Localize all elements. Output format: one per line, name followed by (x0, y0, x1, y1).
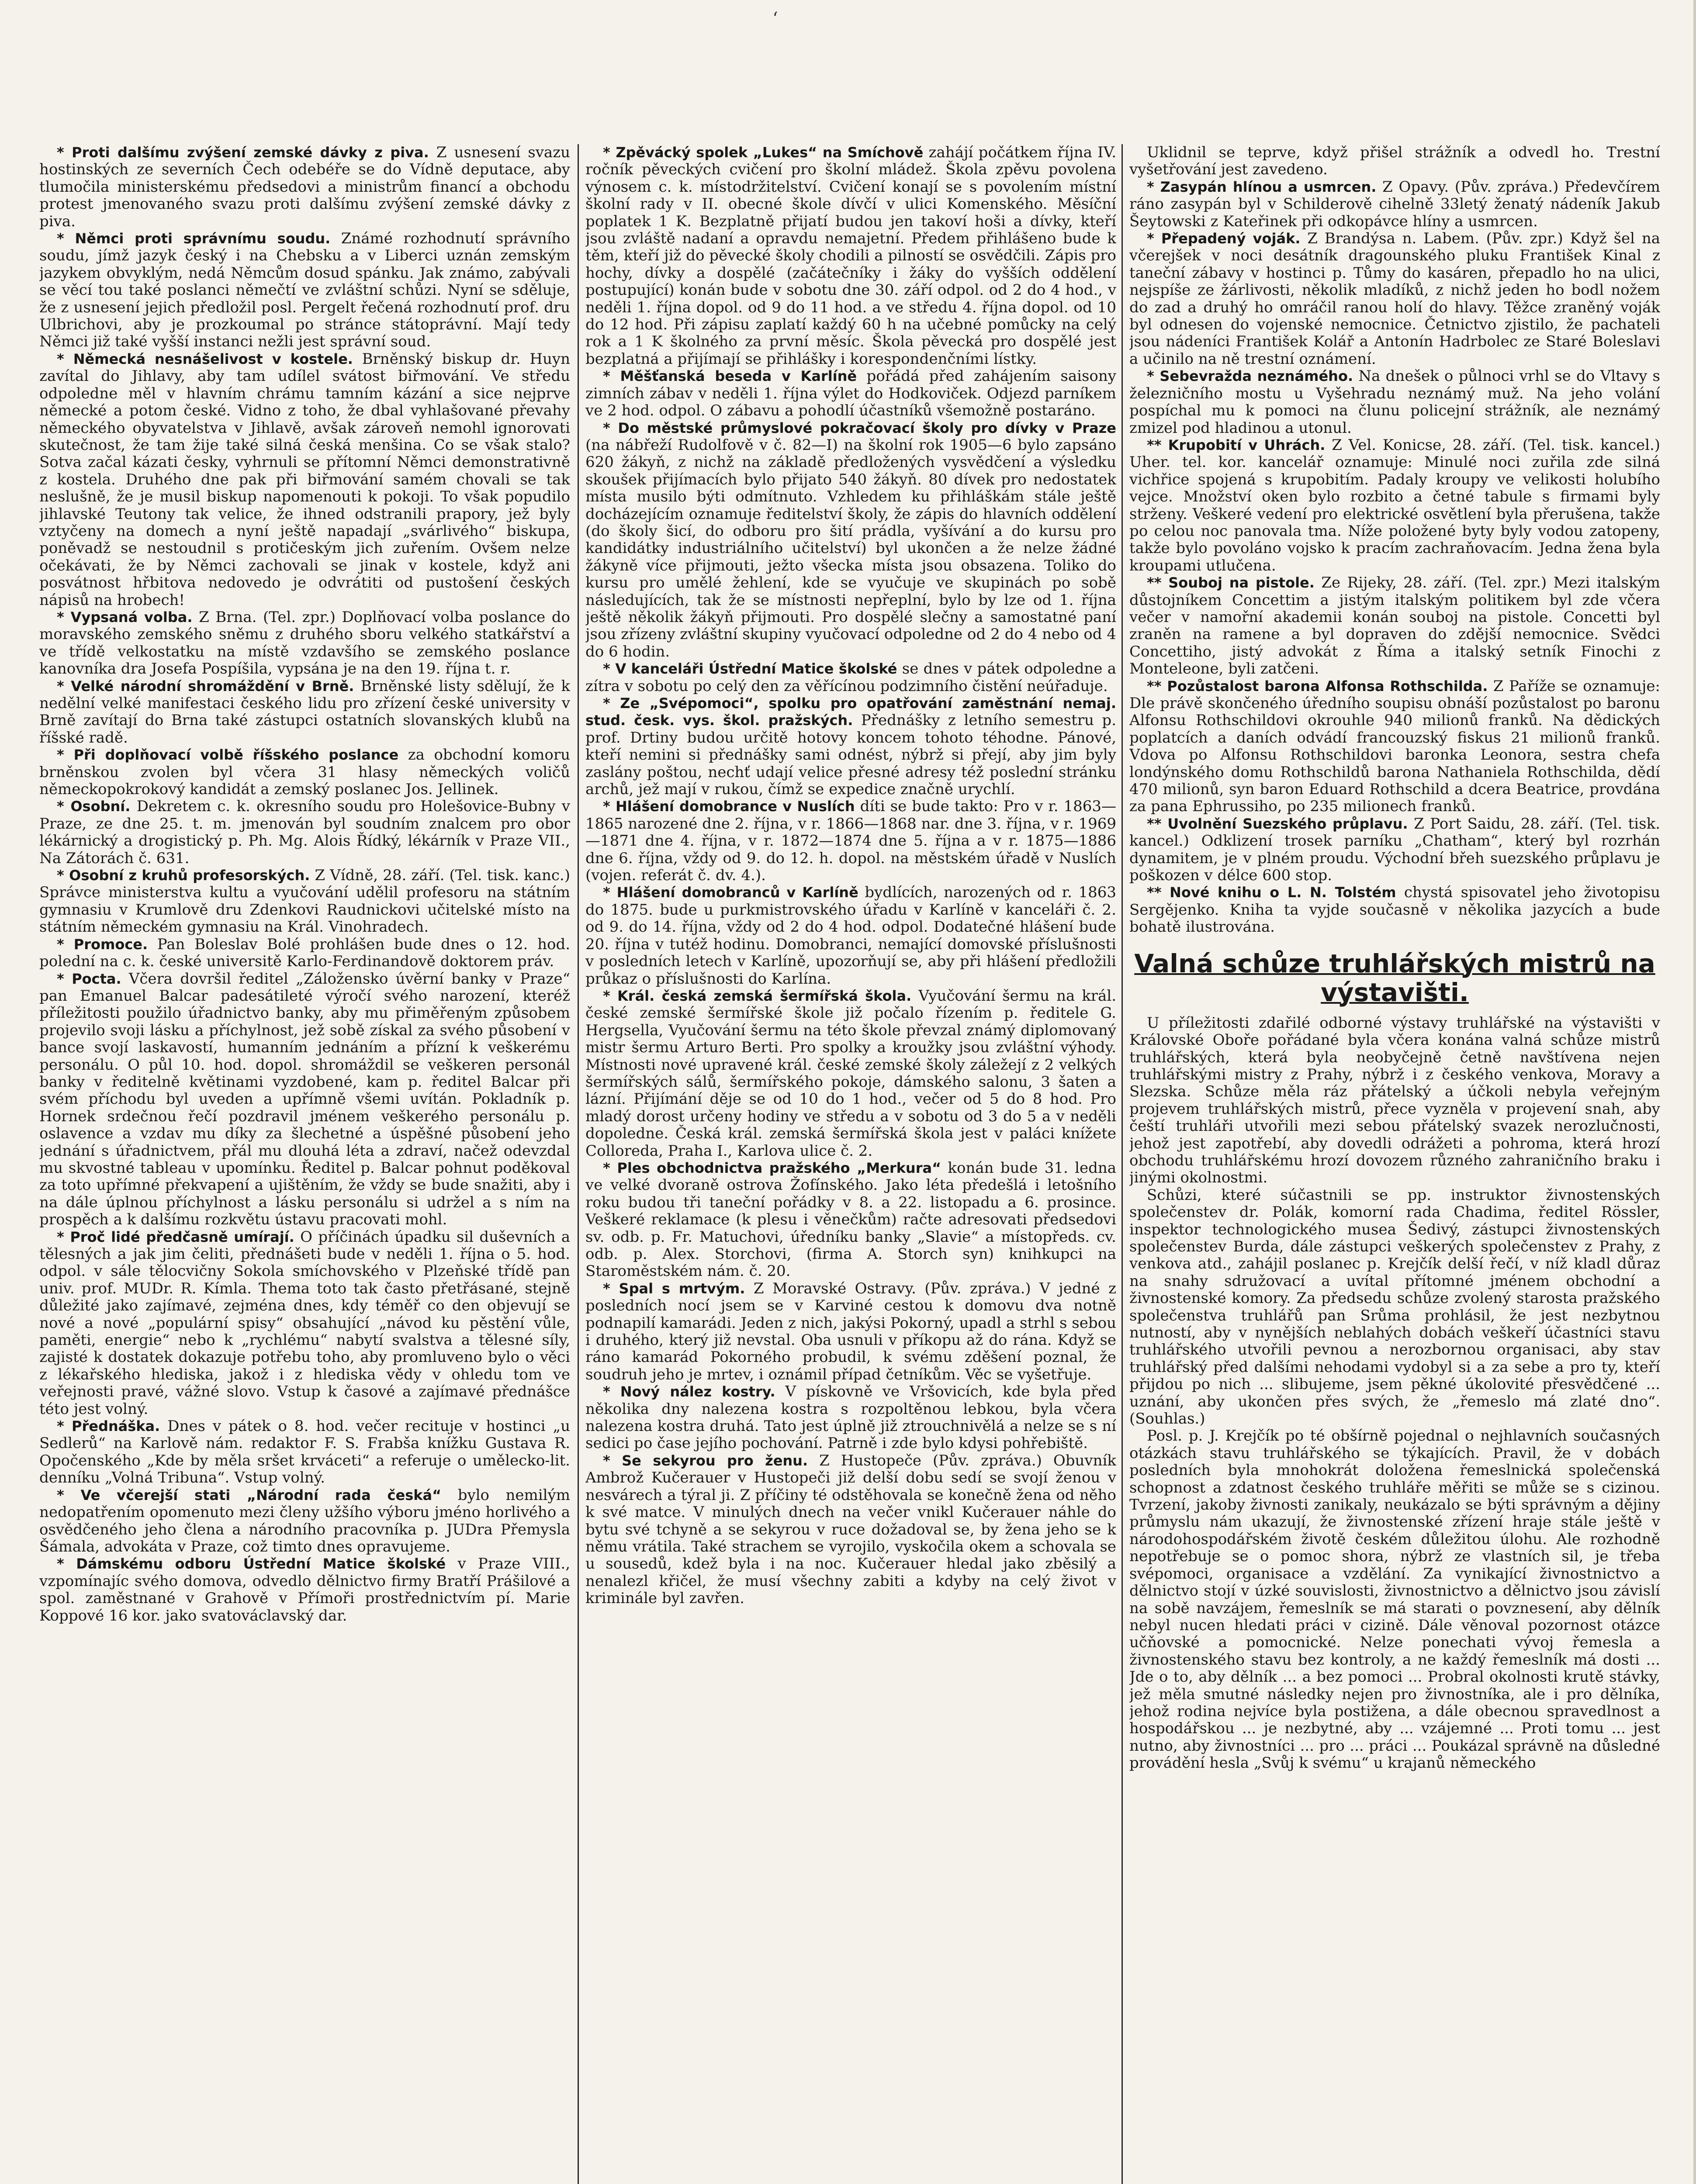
news-item-text: za obchodní komoru brněnskou zvolen byl včera 31 hlasy německých voličů německopokrokový kandidát a zemský poslanec Jos. Jellinek. (39, 746, 570, 798)
column-1 (39, 144, 570, 2184)
news-item-text: Uklidnil se teprve, když přišel strážník a odvedl ho. Trestní vyšetřování jest zavedeno. (1129, 144, 1660, 179)
news-item-heading: * Spal s mrtvým. (603, 1280, 745, 1297)
news-item (585, 1452, 1116, 1607)
news-item-text: Přednášky z letního semestru p. prof. Drtiny budou určitě hotovy koncem tohoto téhodne. Pánové, kteří nemini si přednášky sami odnést, nýbrž si přejí, aby jim byly zaslány poštou, nechť udají velice přesné adresy též poslední stránku archů, jež mají v rukou, čímž se expedice značně urychlí. (585, 712, 1116, 798)
newspaper-page (39, 144, 1660, 2184)
news-item-text: O příčinách úpadku sil duševních a tělesných a jak jim čeliti, přednášeti bude v neděli 1. října o 5. hod. odpol. v sále tělocvičny Sokola smíchovského v Plzeňské třídě pan univ. prof. MUDr. R. Kímla. Thema toto tak často přetřásané, stejně důležité jako zajímavé, zejména dnes, kdy téměř co den objevují se nové a nové „populární spisy“ obsahující „návod ku pěstění vůle, paměti, energie“ nebo k „rychlému“ nabytí svalstva a tělesné síly, zajisté k dostatek dokazuje potřebu toho, aby promluveno bylo o věci z lékařského hlediska, jakož i z hlediska vědy v ohledu tom ve veřejnosti pravé, vážné slovo. Vstup k časové a zajímavé přednášce této jest volný. (39, 1228, 570, 1418)
news-item-text: Schůzi, které súčastnili se pp. instruktor živnostenských společenstev dr. Polák, komorní rada Chadima, ředitel Rössler, inspektor technologického musea Šedivý, zástupci živnostenských společenstev Burda, dále zástupci veškerých společenstev z Prahy, z venkova atd., zahájil poslanec p. Krejčík delší řečí, v níž kladl důraz na snahy sdružovací a uvítal přítomné jménem obchodní a živnostenské komory. Za předsedu schůze zvolený starosta pražského společenstva truhlářů pan Srůma prohlásil, že jest nezbytnou nutností, aby v nynějších neblahých dobách veškeří účastníci stavu truhlářského utvořili pevnou a nerozbornou organisaci, aby stav truhlářský před dalšími nehodami vydobyl si a za sebe a pro ty, kteří přijdou po nich ... slibujeme, jsem pěkné úkolovité přesvědčené ... uznání, aby ukončen přes svých, že „řemeslo má zlaté dno“. (Souhlas.) (1129, 1186, 1660, 1428)
news-item-heading: * Přednáška. (57, 1418, 160, 1435)
news-item-text: Známé rozhodnutí správního soudu, jímž jazyk český i na Chebsku a v Liberci uznán zemským jazykem obvyklým, nedá Němcům dosud spánku. Jak známo, zabývali se věcí tou také poslanci němečtí ve zvláštní schůzi. Nyní se sděluje, že z usnesení jejich předložil posl. Pergelt řečená rozhodnutí prof. dru Ulbrichovi, aby je prozkoumal po stránce státoprávní. Mají tedy Němci již také vyšší instanci nežli jest správní soud. (39, 230, 570, 351)
news-item-text: V pískovně ve Vršovicích, kde byla před několika dny nalezena kostra s rozpoltěnou lebkou, byla včera nalezena kostra druhá. Tato jest úplně již ztrouchnivělá a nelze se s ní sedici po čase jejího pochování. Patrně i zde bylo kdysi pohřebiště. (585, 1383, 1116, 1452)
news-item-heading: * Nový nález kostry. (603, 1383, 775, 1400)
news-item-text: Brněnský biskup dr. Huyn zavítal do Jihlavy, aby tam udílel svátost biřmování. Ve středu odpoledne měl v hlavním chrámu tamním kázání a sice nejprve německé a potom české. Vidno z toho, že dbal vyhlašované převahy německého obyvatelstva v Jihlavě, avšak zároveň nemohl ignorovati skutečnost, že tam žije také silná česká menšina. Co se však stalo? Sotva začal kázati česky, vyhrnuli se přítomní Němci demonstrativně z kostela. Druhého dne pak při biřmování samém chovali se tak neslušně, že je musil biskup napomenouti k pokoji. To však popudilo jihlavské Teutony tak velice, že ihned odstranili prapory, jež byly vztyčeny na domech a nyní ještě napadají „svárlivého“ biskupa, poněvadž se nestoudnil s protičeským jich zuřením. Ovšem nelze očekávati, že by Němci zachovali se jinak v kostele, když ani posvátnost hřbitova nedovedo je odvrátiti od pustošení českých nápisů na hrobech! (39, 350, 570, 609)
news-item (1129, 678, 1660, 816)
news-item (585, 660, 1116, 695)
news-item-text: bylo nemilým nedopatřením opomenuto mezi členy užšího výboru jméno horlivého a osvědčeného jeho člena a národního pracovníka p. JUDra Přemysla Šámala, advokáta v Praze, což timto dnes opravujeme. (39, 1486, 570, 1555)
news-item (1129, 179, 1660, 230)
news-item-text: konán bude 31. ledna ve velké dvoraně ostrova Žofínského. Jako léta předešlá i letošního roku budou tři taneční pořádky v 8. a 22. listopadu a 6. prosince. Veškeré reklamace (k plesu i věnečkům) račte adresovati předsedovi sv. odb. p. Fr. Matuchovi, úředníku banky „Slavie“ a místopředs. cv. odb. p. Alex. Storchovi, (firma A. Storch syn) knihkupci na Staroměstském nám. č. 20. (585, 1159, 1116, 1280)
news-item-text: zahájí počátkem října IV. ročník pěveckých cvičení pro školní mládež. Škola zpěvu povolena výnosem c. k. místodržitelství. Cvičení konají se s povolením místní školní rady v II. obecné škole dívčí v ulici Komenského. Měsíční poplatek 1 K. Bezplatně přijatí budou jen takoví hoši a dívky, kteří jsou zvláště nadaní a opravdu nemajetní. Předem přihlášeno bude k těm, kteří již do pěvecké školy chodili a pilností se osvědčili. Zápis pro hochy, dívky a dospělé (začátečníky i žáky do vyšších oddělení postupující) konán bude v sobotu dne 30. září odpol. od 2 do 4 hod., v neděli 1. října dopol. od 9 do 11 hod. a ve středu 4. října dopol. od 10 do 12 hod. Při zápisu zaplatí každý 60 h na učebné pomůcky na celý rok a 1 K školného za první měsíc. Škola pěvecká pro dospělé jest bezplatná a přijímají se přihlášky i korespondenčními lístky. (585, 144, 1116, 368)
news-item-heading: * Osobní. (57, 798, 131, 815)
news-item (1129, 1015, 1660, 1187)
news-item-text: se dnes v pátek odpoledne a zítra v sobotu po celý den za věřícínou podzimního čistění neúřaduje. (585, 660, 1116, 695)
news-item (39, 678, 570, 747)
news-item-heading: * Velké národní shromáždění v Brně. (57, 677, 354, 695)
news-item-text: Brněnské listy sdělují, že k nedělní velké manifestaci českého lidu pro zřízení české university v Brně zavítají do Brna také zástupci ostatních slovanských klubů na říšské radě. (39, 677, 570, 746)
news-item (39, 798, 570, 867)
news-item-heading: * Pocta. (57, 970, 121, 987)
news-item-text: Ze Rijeky, 28. září. (Tel. zpr.) Mezi italským důstojníkem Concettim a jistým italským politikem byl zde včera večer v namořní akademii konán souboj na pistole. Concetti byl zraněn na ramene a byl dopraven do zdější nemocnice. Svědci Concettiho, jistý advokát z Říma a italský setník Finochi z Monteleone, byli zatčeni. (1129, 574, 1660, 678)
news-item-text: Z Vel. Konicse, 28. září. (Tel. tisk. kancel.) Uher. tel. kor. kancelář oznamuje: Minulé noci zuřila zde silná vichřice spojená s krupobitím. Padaly kroupy ve velikosti holubího vejce. Množství oken bylo rozbito a četné tabule s firmami byly strženy. Veškeré vedení pro elektrické osvětlení byla přerušena, takže po celou noc panovala tma. Níže položené byty byly vodou zatopeny, takže bylo povoláno vojsko k pracím zachraňovacím. Jedna žena byla kroupami utlučena. (1129, 436, 1660, 574)
news-item-text: Z Paříže se oznamuje: Dle právě skončeného úředního soupisu obnáší pozůstalost po baronu Alfonsu Rothschildovi okrouhle 940 milionů franků. Na dědických poplatcích a daních odvádí francouzský fiskus 21 milionů franků. Vdova po Alfonsu Rothschildovi baronka Leonora, sestra chefa londýnského domu Rothschildů barona Nathaniela Rothschilda, dědí 470 milionů, syn baron Eduard Rothschild a dcera Beatrice, provdána za pana Ephrussiho, po 235 milionech franků. (1129, 677, 1660, 816)
news-item (39, 1229, 570, 1418)
news-item-text: Dekretem c. k. okresního soudu pro Holešovice-Bubny v Praze, ze dne 25. t. m. jmenován byl soudním znalcem pro obor lékárnický a drogistický p. Ph. Mg. Alois Řídký, lékárník v Praze VII., Na Zátorách č. 631. (39, 798, 570, 867)
news-item (585, 1160, 1116, 1280)
page-edge (1693, 0, 1696, 2184)
news-item (585, 1383, 1116, 1452)
news-item (585, 884, 1116, 987)
news-item-text: Z Vídně, 28. září. (Tel. tisk. kanc.) Správce ministerstva kultu a vyučování udělil profesoru na státním gymnasiu v Krumlově dru Zdenkovi Raudnickovi učitelské místo na státním německém gymnasiu na Král. Vinohradech. (39, 867, 570, 936)
news-item-text: Včera dovršil ředitel „Záložensko úvěrní banky v Praze“ pan Emanuel Balcar padesátileté výročí svého narození, kteréž příležitosti použilo úřadnictvo banky, aby mu přiměřeným způsobem projevilo svoji lásku a příchylnost, jež sobě získal za svého působení v bance svojí laskavostí, humanním jednáním a přízní k veškerému personálu. O půl 10. hod. dopol. shromáždil se veškeren personál banky v ředitelně květinami vyzdobené, kam p. ředitel Balcar při svém příchodu byl uveden a upřímně všemi uvítán. Pokladník p. Hornek srdečnou řečí pozdravil jménem veškerého personálu p. oslavence a vzdav mu díky za šlechetné a úspěšné působení jeho jednání s úřadnictvem, přál mu dlouhá léta a zdraví, načež odevzdal mu skvostné tableau v upomínku. Ředitel p. Balcar pohnut poděkoval za toto upřímné překvapení a ujištěním, že vždy se bude snažiti, aby i na dále úplnou příchylnost a lásku personálu si udržel a s ním na prospěch a k dalšímu rozkvětu ústavu pracovati mohl. (39, 970, 570, 1229)
news-item-heading: ** Krupobití v Uhrách. (1147, 436, 1326, 453)
news-item (1129, 437, 1660, 574)
news-item-heading: * Vypsaná volba. (57, 608, 193, 625)
news-item-heading: * Při doplňovací volbě říšského poslance (57, 746, 399, 764)
column-3-article (1129, 1015, 1660, 1772)
column-divider-1 (578, 144, 579, 2184)
news-item-text: Z Hustopeče (Pův. zpráva.) Obuvník Ambrož Kučerauer v Hustopeči již delší dobu sedí se svojí ženou v nesvárech a týral ji. Z příčiny té odstěhovala se konečně žena od něho k své matce. V minulých dnech na večer vnikl Kučerauer náhle do bytu své tchyně a se sekyrou v ruce dožadoval se, by žena jeho se k němu vrátila. Také strachem se vyrojilo, vyskočila okem a schovala se u sousedů, kdež byla i na noc. Kučerauer hledal jako zběsilý a nenalezl křičel, že musí všechny zabiti a kdyby na celý život v kriminále byl zavřen. (585, 1451, 1116, 1607)
news-item-text: pořádá před zahájením saisony zimních zábav v neděli 1. října výlet do Hodkoviček. Odjezd parníkem ve 2 hod. odpol. O zábavu a pohodlí účastníků všemožně postaráno. (585, 367, 1116, 420)
news-item (39, 1487, 570, 1556)
news-item-heading: * Ples obchodnictva pražského „Merkura“ (603, 1159, 941, 1176)
news-item-heading: * Ve včerejší stati „Národní rada česká“ (57, 1486, 442, 1503)
news-item-heading: * Němci proti správnímu soudu. (57, 230, 331, 247)
news-item-text: Z Moravské Ostravy. (Pův. zpráva.) V jedné z posledních nocí jsem se v Karviné cestou k domovu dva notně podnapilí kamarádi. Jeden z nich, jakýsi Pokorný, upadl a strhl s sebou i druhého, který již nevstal. Oba usnuli v příkopu až do rána. Když se ráno kamarád Pokorného probudil, k svému zděšení poznal, že soudruh jeho je mrtev, i oznámil případ četníkům. Věc se vyšetřuje. (585, 1279, 1116, 1383)
news-item (39, 936, 570, 971)
news-item-heading: * Přepadený voják. (1147, 230, 1301, 247)
news-item (39, 609, 570, 678)
page-speck: ‘ (772, 9, 778, 29)
news-item-heading: * Ze „Svépomoci“, spolku pro opatřování zaměstnání nemaj. stud. česk. vys. škol. pražských. (585, 695, 1116, 729)
news-item-text: bydlících, narozených od r. 1863 do 1875. bude u purkmistrovského úřadu v Karlíně v kanceláři č. 2. od 9. do 14. října, vždy od 2 do 4 hod. odpol. Dodatečné hlášení bude 20. října v tutéž hodinu. Domobranci, nemající domovské příslušnosti v posledních letech v Karlíně, upozorňují se, aby při hlášení předložili průkaz o příslušnosti do Karlína. (585, 884, 1116, 988)
news-item-heading: * Hlášení domobrance v Nuslích (603, 798, 855, 815)
news-item (585, 695, 1116, 798)
news-item (585, 988, 1116, 1160)
news-item-text: Z Brandýsa n. Labem. (Pův. zpr.) Když šel na včerejšek v noci desátník dragounského pluku František Kinal z taneční zábavy v hostinci p. Tůmy do kasáren, přepadlo ho na ulici, nejspíše ze žárlivosti, několik mladíků, z nichž jeden ho bodl nožem do zad a druhý ho omráčil ranou holí do hlavy. Těžce zraněný voják byl odnesen do vojenské nemocnice. Četnictvo zjistilo, že pachateli jsou nádeníci František Kolář a Antonín Hadrbolec ze Staré Boleslavi a učinilo na ně trestní oznámení. (1129, 230, 1660, 368)
news-item-heading: * Osobní z kruhů profesorských. (57, 867, 310, 884)
news-item-text: Z Port Saidu, 28. září. (Tel. tisk. kancel.) Odklizení trosek parníku „Chatham“, který byl rozrhán dynamitem, je v plném proudu. Východní břeh suezského průplavu je poškozen v délce 600 stop. (1129, 815, 1660, 885)
column-3-news (1129, 144, 1660, 936)
news-item-heading: * Zpěvácký spolek „Lukes“ na Smíchově (603, 144, 924, 161)
news-item (39, 1555, 570, 1624)
news-item-text: díti se bude takto: Pro v r. 1863—1865 narozené dne 2. října, v r. 1866—1868 nar. dne 3. října, v r. 1969—1871 dne 4. října, v r. 1872—1874 dne 5. října a v r. 1875—1886 dne 6. října, vždy od 9. do 12. h. dopol. na městském úřadě v Nuslích (vojen. referát č. dv. 4.). (585, 798, 1116, 885)
news-item (1129, 144, 1660, 179)
news-item (1129, 816, 1660, 885)
news-item-heading: ** Nové knihu o L. N. Tolstém (1147, 884, 1396, 901)
news-item (39, 867, 570, 936)
news-item-text: (na nábřeží Rudolfově v č. 82—I) na školní rok 1905—6 bylo zapsáno 620 žákyň, z nichž na základě předložených vysvědčení a výsledku skoušek přijímacích bylo přijato 540 žákyň. 80 dívek pro nedostatek místa musilo býti odmítnuto. Vzhledem ku přihláškám stále ještě docházejícím oznamuje ředitelství školy, že zápis do hlavních oddělení (do školy šicí, do odboru pro šití prádla, vyšívání a do kursu pro kandidátky industriálního učitelství) byl ukončen a že nelze žádné žákyně více přijmouti, ježto všecka místa jsou obsazena. Toliko do kursu pro umělé žehlení, kde se vyučuje ve skupinách po sobě následujících, tak že se místnosti nepřeplní, bylo by lze od 1. října ještě několik žákyň přijmouti. Pro dospělé slečny a samostatné paní jsou zřízeny zvláštní skupiny vyučovací odpoledne od 2 do 4 nebo od 4 do 6 hodin. (585, 436, 1116, 660)
news-item (1129, 884, 1660, 936)
news-item-text: Z Opavy. (Pův. zpráva.) Předevčírem ráno zasypán byl v Schilderově cihelně 33letý ženatý nádeník Jakub Šeytowski z Kateřinek při odkopávce hlíny a usmrcen. (1129, 178, 1660, 230)
news-item-heading: * Dámskému odboru Ústřední Matice školské (57, 1555, 446, 1572)
news-item-text: Pan Boleslav Bolé prohlášen bude dnes o 12. hod. polední na c. k. české universitě Karlo-Ferdinandově doktorem práv. (39, 935, 570, 971)
news-item (585, 798, 1116, 884)
news-item (1129, 574, 1660, 677)
news-item (1129, 368, 1660, 437)
news-item-text: Z Brna. (Tel. zpr.) Doplňovací volba poslance do moravského zemského sněmu z druhého sboru velkého statkářství a ve třídě velkostatku na místě vzdavšího se zemského poslance kanovníka dra Josefa Pospíšila, vypsána je na den 19. října t. r. (39, 608, 570, 678)
news-item-text: Vyučování šermu na král. české zemské šermířské škole již počalo řízením p. ředitele G. Hergsella, Vyučování šermu na této škole převzal známý diplomovaný mistr šermu Arturo Berti. Pro spolky a kroužky jsou zvláštní výhody. Místnosti nové upravené král. české zemské školy záležejí z 2 velkých šermířských sálů, šermířského pokoje, dámského salonu, 3 šaten a lázní. Přijímání děje se od 10 do 1 hod., večer od 5 do 8 hod. Pro mladý dorost určeny hodiny ve středu a v sobotu od 3 do 5 a v neděli dopoledne. Česká král. zemská šermířská škola jest v paláci knížete Colloreda, Praha I., Karlova ulice č. 2. (585, 987, 1116, 1160)
news-item-heading: * Se sekyrou pro ženu. (603, 1452, 808, 1469)
column-3 (1129, 144, 1660, 2184)
news-item (585, 368, 1116, 419)
news-item-text: Dnes v pátek o 8. hod. večer recituje v hostinci „u Sedlerů“ na Karlově nám. redaktor F. S. Frabša knížku Gustava R. Opočenského „Kde by měla sršet krváceti“ a referuje o umělecko-lit. denníku „Volná Tribuna“. Vstup volný. (39, 1417, 570, 1487)
news-item-text: Na dnešek o půlnoci vrhl se do Vltavy s železničního mostu u Vyšehradu neznámý muž. Na jeho volání pospíchal mu k pomoci na člunu policejní strážník, ale neznámý zmizel pod hladinou a utonul. (1129, 367, 1660, 437)
news-item-heading: * V kanceláři Ústřední Matice školské (603, 660, 897, 677)
news-item (1129, 1427, 1660, 1772)
news-item-heading: * Do městské průmyslové pokračovací školy pro dívky v Praze (603, 419, 1116, 436)
news-item (39, 144, 570, 230)
column-divider-2 (1121, 144, 1123, 2184)
news-item (39, 971, 570, 1229)
news-item-heading: * Německá nesnášelivost v kostele. (57, 350, 353, 367)
news-item (39, 230, 570, 351)
news-item-text: Posl. p. J. Krejčík po té obšírně pojednal o nejhlavních současných otázkách stavu truhlářského se týkajících. Pravil, že v dobách posledních byla mnohokrát doložena řemeslnická společenská schopnost a zdatnost českého truhláře měřiti se může se s cizinou. Tvrzení, jakoby živnosti zanikaly, neukázalo se býti správným a dějiny průmyslu nám ukazují, že živnostenské zřízení hraje stále ještě v národohospodářském životě českém důležitou úlohu. Ale rozhodně nepotřebuje se o pomoc shora, nýbrž ze vlastních sil, je třeba svépomoci, organisace a vzdělání. Za vynikající živnostnictvo a dělnictvo stojí v úzké souvislosti, živnostnictvo a dělnictvo jsou závislí na sobě navzájem, řemeslník se má starati o povznesení, aby dělník nebyl nucen hledati práci v cizině. Dále věnoval pozornost otázce učňovské a pomocnické. Nelze ponechati vývoj řemesla a živnostenského stavu bez kontroly, a ne každý řemeslník má dosti ... Jde o to, aby dělník ... a bez pomoci ... Probral okolnosti krutě stávky, jež měla smutné následky nejen pro živnostníka, ale i pro dělníka, jehož rodina nejvíce byla postižena, a dále obecnou spravedlnost a hospodářskou ... je nezbytné, aby ... vzájemné ... Proti tomu ... jest nutno, aby živnostníci ... pro ... práci ... Poukázal správně na důsledné provádění hesla „Svůj k svému“ u krajanů německého (1129, 1427, 1660, 1772)
news-item (1129, 1187, 1660, 1428)
news-item (1129, 230, 1660, 368)
news-item-text: chystá spisovatel jeho životopisu Sergějenko. Kniha ta vyjde současně v několika jazycích a bude bohatě ilustrována. (1129, 884, 1660, 936)
news-item-heading: ** Uvolnění Suezského průplavu. (1147, 815, 1408, 832)
news-item (39, 351, 570, 609)
news-item (585, 144, 1116, 368)
news-item-heading: * Promoce. (57, 936, 148, 953)
column-2 (585, 144, 1116, 2184)
news-item-text: v Praze VIII., vzpomínajíc svého domova, odvedlo dělnictvo firmy Bratří Prášilové a spol. zaměstnané v Grahově v Přímoři prostřednictvím pí. Marie Koppové 16 kor. jako svatováclavský dar. (39, 1555, 570, 1624)
news-item (39, 1418, 570, 1487)
news-item-heading: * Měšťanská beseda v Karlíně (603, 368, 857, 385)
news-item (585, 1280, 1116, 1383)
news-item-heading: * Proč lidé předčasně umírají. (57, 1228, 294, 1245)
news-item-heading: * Hlášení domobranců v Karlíně (603, 884, 858, 901)
news-item-heading: * Král. česká zemská šermířská škola. (603, 987, 912, 1004)
article-headline: Valná schůze truhlářských mistrů na výstavišti. (1134, 948, 1655, 1007)
news-item-text: Z usnesení svazu hostinských ze severních Čech odebéře se do Vídně deputace, aby tlumočila ministerskému předsedovi a ministrům financí a obchodu protest jmenovaného svazu proti dalšímu zvýšení zemské dávky z piva. (39, 144, 570, 230)
news-item-heading: ** Souboj na pistole. (1147, 574, 1315, 591)
news-item-heading: ** Pozůstalost barona Alfonsa Rothschilda. (1147, 677, 1488, 695)
news-item-heading: * Proti dalšímu zvýšení zemské dávky z piva. (57, 144, 429, 161)
news-item (39, 746, 570, 798)
news-item-heading: * Sebevražda neznámého. (1147, 368, 1353, 385)
news-item-text: U příležitosti zdařilé odborné výstavy truhlářské na výstavišti v Královské Oboře pořádané byla včera konána valná schůze mistrů truhlářských, která byla neobyčejně četně navštívena nejen truhlářskými mistry z Prahy, nýbrž i z českého venkova, Moravy a Slezska. Schůze měla ráz přátelský a účkoli nebyla veřejným projevem truhlářských mistrů, přece vyzněla v projevení snah, aby čeští truhláři utvořili mezi sebou přátelský svazek nerozlučnosti, jehož jest zapotřebí, aby dovedli odrážeti a pohroma, která hrozí obchodu truhlářskému hrozí dovozem různého zahraničního braku i jinými okolnostmi. (1129, 1014, 1660, 1187)
news-item-heading: * Zasypán hlínou a usmrcen. (1147, 178, 1377, 195)
news-item (585, 420, 1116, 661)
